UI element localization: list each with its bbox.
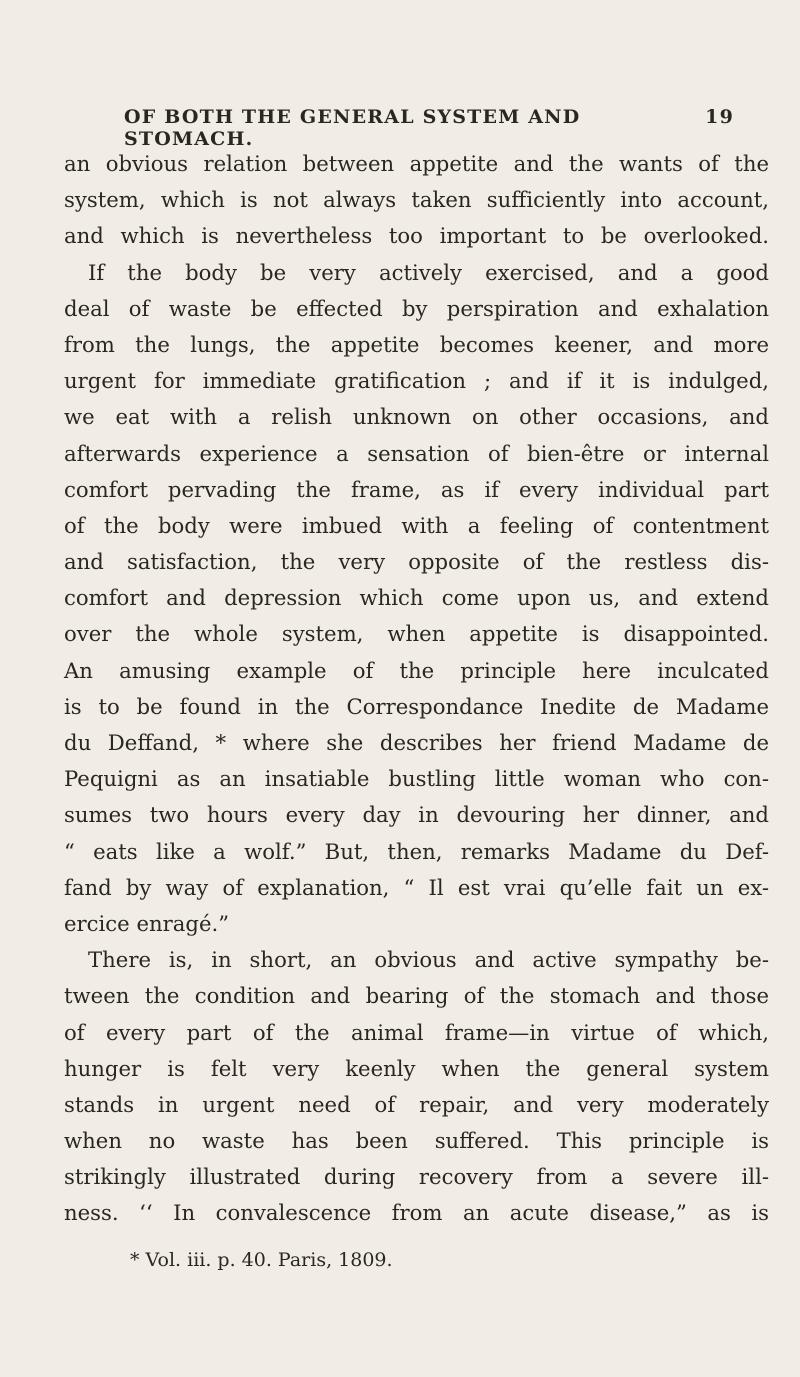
- text-line: ness. ‘‘ In convalescence from an acute disease,” as is: [64, 1200, 769, 1226]
- text-line: and satisfaction, the very opposite of the restless dis-: [64, 549, 769, 575]
- text-line: when no waste has been suffered. This principle is: [64, 1128, 769, 1154]
- text-line: urgent for immediate gratification ; and if it is indulged,: [64, 368, 769, 394]
- body-text: [64, 146, 769, 1232]
- text-line: of every part of the animal frame—in virtue of which,: [64, 1019, 769, 1045]
- text-line: deal of waste be effected by perspiration and exhalation: [64, 295, 769, 321]
- text-line: is to be found in the Correspondance Inedite de Madame: [64, 693, 769, 719]
- text-line: “ eats like a wolf.” But, then, remarks Madame du Def-: [64, 838, 769, 864]
- text-line: Pequigni as an insatiable bustling little woman who con-: [64, 766, 769, 792]
- text-line: an obvious relation between appetite and the wants of the: [64, 151, 769, 176]
- text-line: An amusing example of the principle here inculcated: [64, 657, 769, 683]
- text-line: comfort and depression which come upon us, and extend: [64, 585, 769, 611]
- text-line: afterwards experience a sensation of bien-être or internal: [64, 440, 769, 466]
- footnote: * Vol. iii. p. 40. Paris, 1809.: [130, 1249, 393, 1271]
- text-line: hunger is felt very keenly when the general system: [64, 1055, 769, 1081]
- text-line: and which is nevertheless too important to be overlooked.: [64, 223, 769, 249]
- page-number: 19: [705, 106, 734, 128]
- text-line: There is, in short, an obvious and active sympathy be-: [88, 947, 769, 973]
- text-line: ercice enragé.”: [64, 910, 230, 936]
- running-title: OF BOTH THE GENERAL SYSTEM AND STOMACH.: [124, 106, 581, 150]
- text-line: from the lungs, the appetite becomes keener, and more: [64, 331, 769, 357]
- text-line: tween the condition and bearing of the stomach and those: [64, 983, 769, 1009]
- text-line: fand by way of explanation, “ Il est vrai qu’elle fait un ex-: [64, 874, 769, 900]
- page-header: [124, 106, 734, 150]
- text-line: sumes two hours every day in devouring her dinner, and: [64, 802, 769, 828]
- text-line: system, which is not always taken sufficiently into account,: [64, 187, 769, 213]
- text-line: of the body were imbued with a feeling of contentment: [64, 512, 769, 538]
- text-line: we eat with a relish unknown on other occasions, and: [64, 404, 769, 430]
- text-line: If the body be very actively exercised, and a good: [88, 259, 769, 285]
- text-line: du Deffand, * where she describes her friend Madame de: [64, 730, 769, 755]
- text-line: stands in urgent need of repair, and very moderately: [64, 1091, 769, 1117]
- text-line: strikingly illustrated during recovery from a severe ill-: [64, 1164, 769, 1190]
- text-line: comfort pervading the frame, as if every individual part: [64, 476, 769, 502]
- text-line: over the whole system, when appetite is disappointed.: [64, 621, 769, 647]
